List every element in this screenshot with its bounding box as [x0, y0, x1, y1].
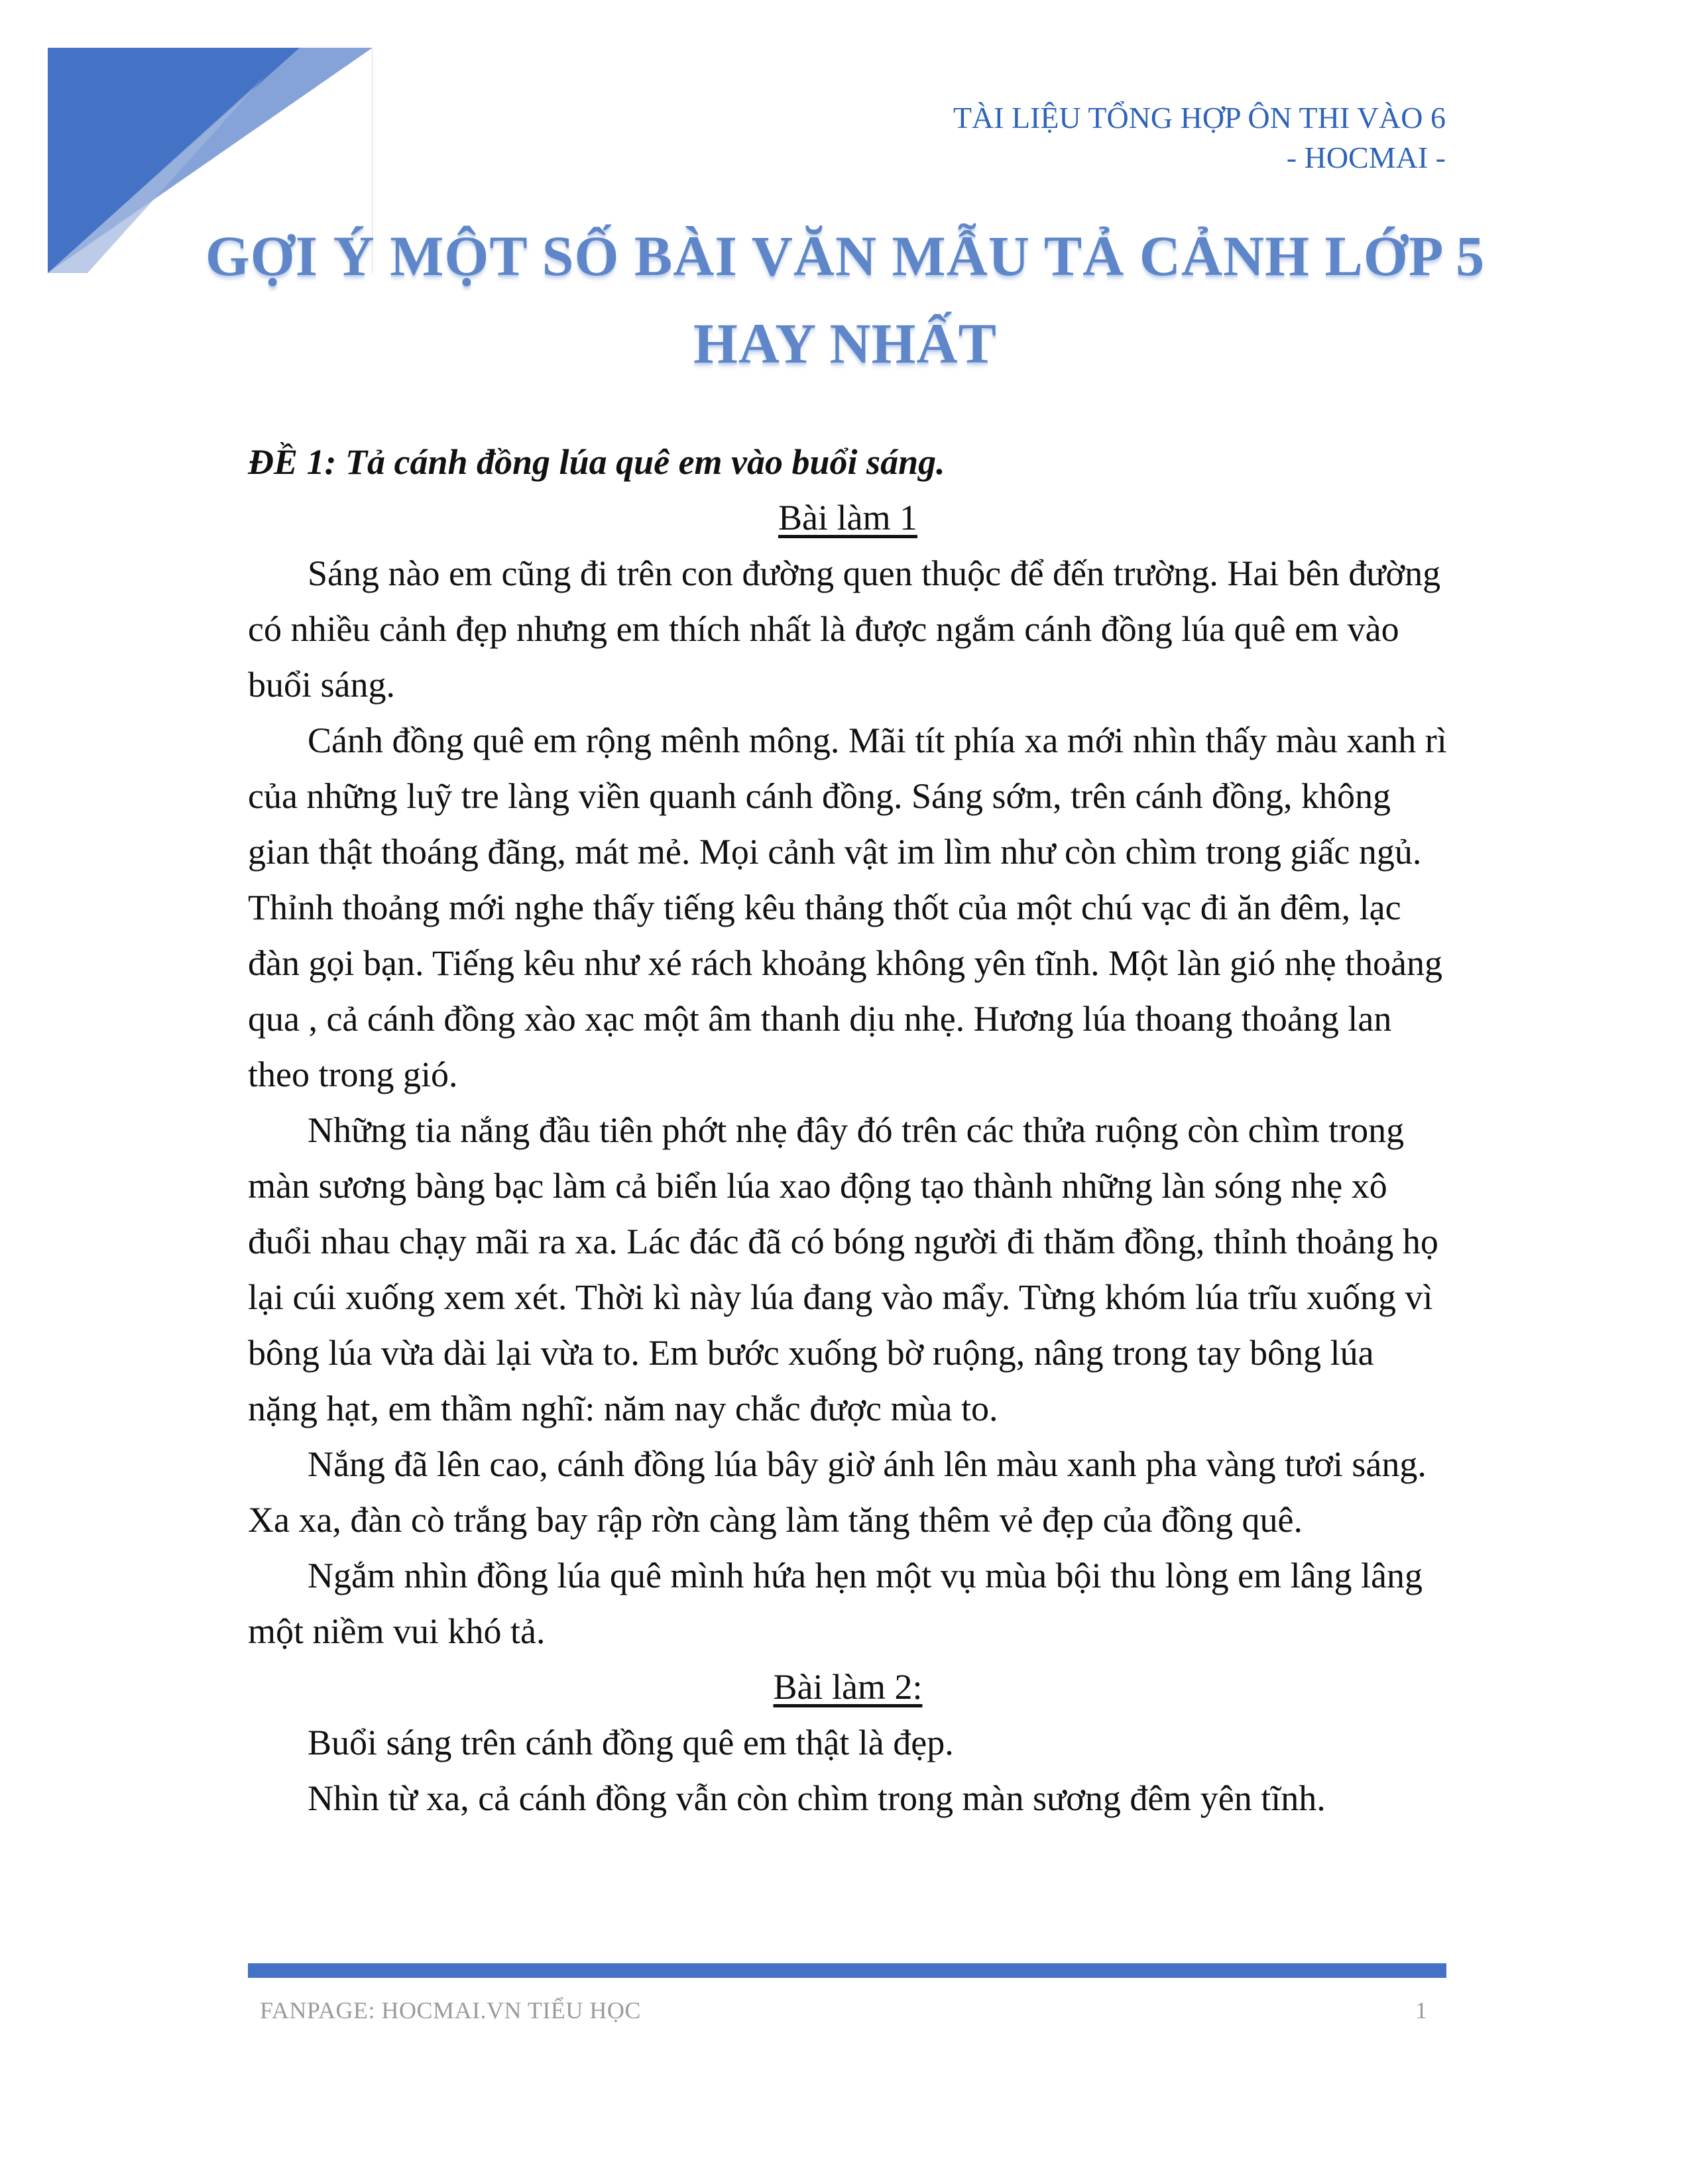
essay-1-paragraph-2: Cánh đồng quê em rộng mênh mông. Mãi tít phía xa mới nhìn thấy màu xanh rì của những luỹ tre làng viền quanh cánh đồng. Sáng sớm, trên cánh đồng, không gian thật thoáng đãng, mát mẻ. Mọi cảnh vật im lìm như còn chìm trong giấc ngủ. Thỉnh thoảng mới nghe thấy tiếng kêu thảng thốt của một chú vạc đi ăn đêm, lạc đàn gọi bạn. Tiếng kêu như xé rách khoảng không yên tĩnh. Một làn gió nhẹ thoảng qua , cả cánh đồng xào xạc một âm thanh dịu nhẹ. Hương lúa thoang thoảng lan theo trong gió. [248, 720, 1447, 1094]
essay-2-paragraph-1: Buổi sáng trên cánh đồng quê em thật là đẹp. [308, 1723, 954, 1762]
essay-1-paragraph-5: Ngắm nhìn đồng lúa quê mình hứa hẹn một vụ mùa bội thu lòng em lâng lâng một niềm vui khó tả. [248, 1556, 1423, 1651]
page-number: 1 [1415, 1997, 1427, 2024]
essay-1-paragraph-1: Sáng nào em cũng đi trên con đường quen thuộc để đến trường. Hai bên đường có nhiều cảnh đẹp nhưng em thích nhất là được ngắm cánh đồng lúa quê em vào buổi sáng. [248, 553, 1441, 705]
header-line-1: TÀI LIỆU TỔNG HỢP ÔN THI VÀO 6 [953, 101, 1446, 135]
essay-1-title: Bài làm 1 [778, 498, 917, 538]
footer-fanpage: FANPAGE: HOCMAI.VN TIỂU HỌC [260, 1997, 641, 2024]
title-line-1: GỢI Ý MỘT SỐ BÀI VĂN MẪU TẢ CẢNH LỚP 5 [205, 224, 1486, 288]
footer-rule [248, 1963, 1446, 1978]
essay-2-title: Bài làm 2: [773, 1667, 923, 1707]
document-body [248, 434, 1448, 1826]
document-title [199, 212, 1491, 387]
essay-1-paragraph-3: Những tia nắng đầu tiên phớt nhẹ đây đó trên các thửa ruộng còn chìm trong màn sương bàng bạc làm cả biển lúa xao động tạo thành những làn sóng nhẹ xô đuổi nhau chạy mãi ra xa. Lác đác đã có bóng người đi thăm đồng, thỉnh thoảng họ lại cúi xuống xem xét. Thời kì này lúa đang vào mẩy. Từng khóm lúa trĩu xuống vì bông lúa vừa dài lại vừa to. Em bước xuống bờ ruộng, nâng trong tay bông lúa nặng hạt, em thầm nghĩ: năm nay chắc được mùa to. [248, 1110, 1438, 1428]
header-line-2: - HOCMAI - [1286, 141, 1446, 174]
essay-1-paragraph-4: Nắng đã lên cao, cánh đồng lúa bây giờ ánh lên màu xanh pha vàng tươi sáng. Xa xa, đàn cò trắng bay rập rờn càng làm tăng thêm vẻ đẹp của đồng quê. [248, 1444, 1427, 1540]
exercise-heading: ĐỀ 1: Tả cánh đồng lúa quê em vào buổi sáng. [248, 442, 945, 482]
document-header [953, 98, 1446, 178]
essay-2-paragraph-2: Nhìn từ xa, cả cánh đồng vẫn còn chìm trong màn sương đêm yên tĩnh. [308, 1778, 1326, 1818]
title-line-2: HAY NHẤT [693, 312, 997, 375]
